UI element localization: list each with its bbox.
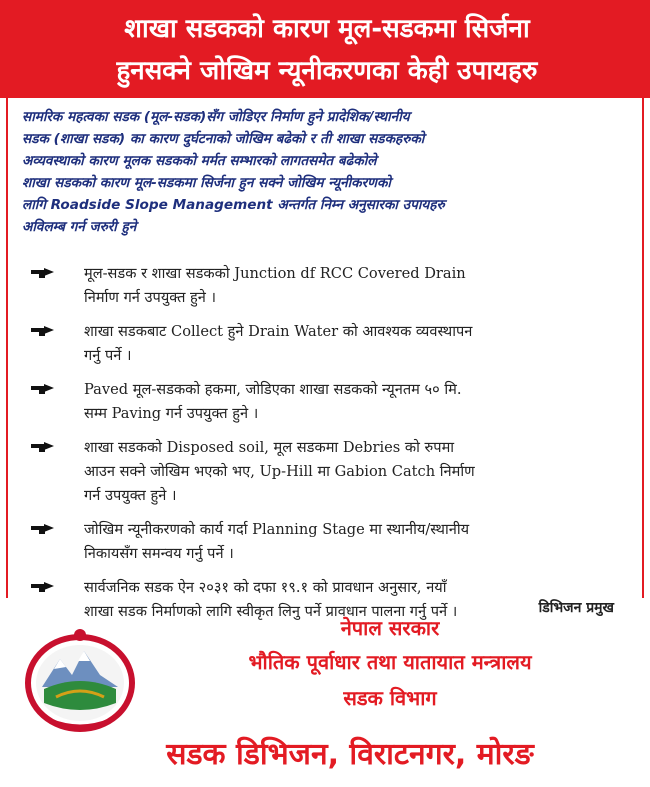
signatory-title: डिभिजन प्रमुख — [538, 600, 614, 616]
list-item-line: निकायसँग समन्वय गर्नु पर्ने । — [84, 545, 234, 562]
list-item-line: सार्वजनिक सडक ऐन २०३१ को दफा १९.१ को प्रावधान अनुसार, नयाँ — [84, 579, 447, 596]
list-item — [30, 262, 630, 310]
title-banner — [0, 0, 650, 98]
list-item-line: शाखा सडकको Disposed soil, मूल सडकमा Debries को रुपमा — [84, 439, 455, 456]
government-name: नेपाल सरकार — [340, 616, 440, 640]
intro-paragraph — [22, 106, 634, 238]
list-item — [30, 436, 630, 508]
measures-list — [30, 262, 630, 634]
list-item-line: शाखा सडकबाट Collect हुने Drain Water को आवश्यक व्यवस्थापन — [84, 323, 473, 340]
list-item-line: गर्नु पर्ने । — [84, 347, 132, 364]
office-name-footer: सडक डिभिजन, विराटनगर, मोरङ — [166, 737, 534, 772]
pointing-hand-icon — [30, 440, 56, 454]
banner-title-line-1: शाखा सडकको कारण मूल-सडकमा सिर्जना — [124, 14, 530, 44]
intro-line: सडक (शाखा सडक) का कारण दुर्घटनाको जोखिम बढेको र ती शाखा सडकहरुको — [22, 131, 425, 147]
pointing-hand-icon — [30, 324, 56, 338]
list-item — [30, 320, 630, 368]
list-item-line: Paved मूल-सडकको हकमा, जोडिएका शाखा सडकको न्यूनतम ५० मि. — [84, 381, 462, 398]
pointing-hand-icon — [30, 382, 56, 396]
list-item-line: मूल-सडक र शाखा सडकको Junction df RCC Covered Drain — [84, 265, 466, 282]
list-item-line: गर्न उपयुक्त हुने । — [84, 487, 177, 504]
pointing-hand-icon — [30, 580, 56, 594]
list-item-line: जोखिम न्यूनीकरणको कार्य गर्दा Planning Stage मा स्थानीय/स्थानीय — [84, 521, 470, 538]
nepal-government-emblem-icon — [20, 625, 140, 735]
list-item-line: सम्म Paving गर्न उपयुक्त हुने । — [84, 405, 259, 422]
list-item-line: शाखा सडक निर्माणको लागि स्वीकृत लिनु पर्ने प्रावधान पालना गर्नु पर्ने । — [84, 603, 458, 620]
intro-line: अविलम्ब गर्न जरुरी हुने — [22, 219, 137, 235]
ministry-name: भौतिक पूर्वाधार तथा यातायात मन्त्रालय — [248, 650, 532, 674]
banner-title-line-2: हुनसक्ने जोखिम न्यूनीकरणका केही उपायहरु — [116, 56, 538, 86]
list-item-line: निर्माण गर्न उपयुक्त हुने । — [84, 289, 217, 306]
pointing-hand-icon — [30, 522, 56, 536]
intro-line: शाखा सडकको कारण मूल-सडकमा सिर्जना हुन सक्ने जोखिम न्यूनीकरणको — [22, 175, 391, 191]
intro-line: अव्यवस्थाको कारण मूलक सडकको मर्मत सम्भारको लागतसमेत बढेकोले — [22, 153, 377, 169]
department-name: सडक विभाग — [343, 686, 437, 710]
list-item — [30, 378, 630, 426]
list-item-line: आउन सक्ने जोखिम भएको भए, Up-Hill मा Gabion Catch निर्माण — [84, 463, 475, 480]
intro-line: लागि Roadside Slope Management अन्तर्गत निम्न अनुसारका उपायहरु — [22, 197, 445, 213]
intro-line: सामरिक महत्वका सडक (मूल-सडक)सँग जोडिएर निर्माण हुने प्रादेशिक/स्थानीय — [22, 109, 410, 125]
list-item — [30, 518, 630, 566]
pointing-hand-icon — [30, 266, 56, 280]
